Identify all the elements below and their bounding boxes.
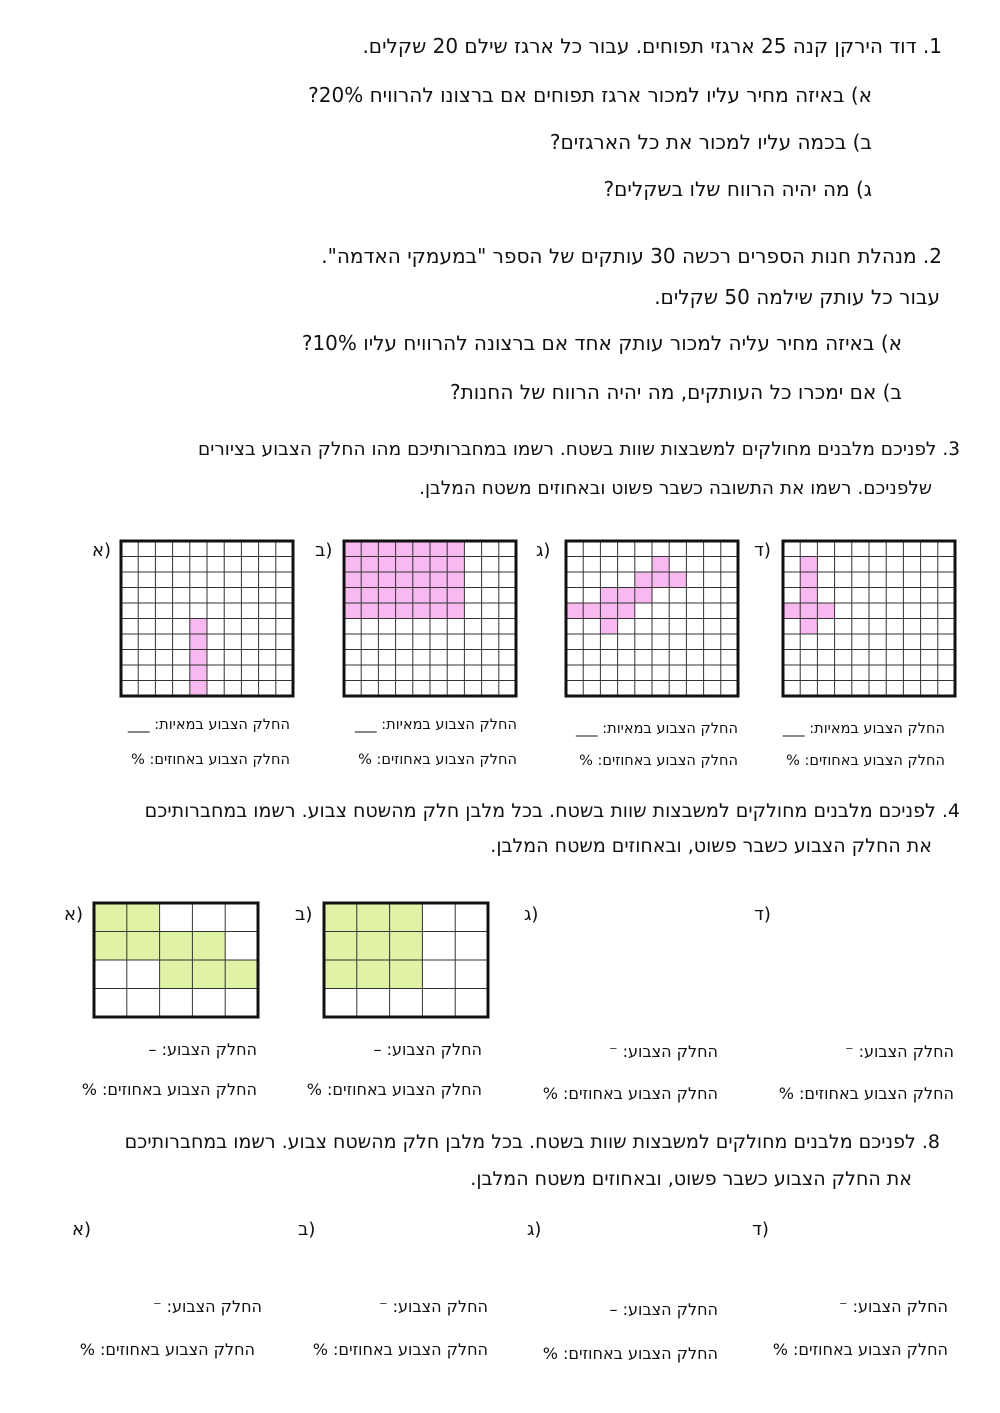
shaded-cell <box>413 603 430 619</box>
q4-c-caption-percent: החלק הצבוע באחוזים: % <box>542 1084 718 1103</box>
shaded-cell <box>190 650 207 666</box>
shaded-cell <box>600 619 617 635</box>
shaded-cell <box>344 541 361 557</box>
shaded-cell <box>800 603 817 619</box>
q1-part-b: ב) בכמה עליו למכור את כל הארגזים? <box>549 130 872 154</box>
shaded-cell <box>800 572 817 588</box>
shaded-cell <box>225 960 258 989</box>
q4-b-caption-percent: החלק הצבוע באחוזים: % <box>306 1080 482 1099</box>
shaded-cell <box>447 572 464 588</box>
shaded-cell <box>618 603 635 619</box>
shaded-cell <box>396 557 413 573</box>
shaded-cell <box>357 903 390 932</box>
shaded-cell <box>378 572 395 588</box>
q4-label-b: ב) <box>295 904 313 925</box>
q3-grid-d <box>783 541 955 696</box>
shaded-cell <box>190 634 207 650</box>
shaded-cell <box>94 932 127 961</box>
shaded-cell <box>447 603 464 619</box>
shaded-cell <box>566 603 583 619</box>
q3-line2: שלפניכם. רשמו את התשובה כשבר פשוט ובאחוזים משטח המלבן. <box>419 478 932 499</box>
shaded-cell <box>94 903 127 932</box>
q8-c-caption-percent: החלק הצבוע באחוזים: % <box>542 1344 718 1363</box>
q3-label-b: ב) <box>315 540 333 561</box>
q4-line1: 4. לפניכם מלבנים מחולקים למשבצות שוות בשטח. בכל מלבן חלק מהשטח צבוע. רשמו במחברותיכם <box>144 800 960 822</box>
shaded-cell <box>190 619 207 635</box>
q3-grid-b <box>344 541 516 696</box>
shaded-cell <box>396 588 413 604</box>
shaded-cell <box>344 603 361 619</box>
shaded-cell <box>357 960 390 989</box>
q4-a-caption-percent: החלק הצבוע באחוזים: % <box>81 1080 257 1099</box>
shaded-cell <box>430 572 447 588</box>
shaded-cell <box>324 960 357 989</box>
q4-d-caption-percent: החלק הצבוע באחוזים: % <box>778 1084 954 1103</box>
shaded-cell <box>160 960 193 989</box>
shaded-cell <box>652 572 669 588</box>
q3-a-caption-percent: החלק הצבוע באחוזים: % <box>131 752 290 768</box>
shaded-cell <box>430 541 447 557</box>
shaded-cell <box>361 572 378 588</box>
q4-label-a: א) <box>64 904 84 925</box>
q8-line2: את החלק הצבוע כשבר פשוט, ובאחוזים משטח המלבן. <box>470 1168 912 1190</box>
shaded-cell <box>192 960 225 989</box>
shaded-cell <box>600 588 617 604</box>
shaded-cell <box>635 572 652 588</box>
shaded-cell <box>344 557 361 573</box>
q4-c-caption-frac: החלק הצבוע: ⁻ <box>609 1042 718 1061</box>
shaded-cell <box>378 557 395 573</box>
shaded-cell <box>344 588 361 604</box>
shaded-cell <box>357 932 390 961</box>
shaded-cell <box>447 541 464 557</box>
q1-part-c: ג) מה יהיה הרווח שלו בשקלים? <box>603 177 872 201</box>
shaded-cell <box>127 932 160 961</box>
shaded-cell <box>430 557 447 573</box>
q4-label-c: ג) <box>524 904 539 925</box>
q3-label-d: ד) <box>754 540 771 561</box>
shaded-cell <box>324 932 357 961</box>
q8-label-d: ד) <box>752 1219 769 1240</box>
shaded-cell <box>800 619 817 635</box>
shaded-cell <box>583 603 600 619</box>
q4-d-caption-frac: החלק הצבוע: ⁻ <box>845 1042 954 1061</box>
q4-label-d: ד) <box>754 904 771 925</box>
shaded-cell <box>160 932 193 961</box>
q3-line1: 3. לפניכם מלבנים מחולקים למשבצות שוות בשטח. רשמו במחברותיכם מהו החלק הצבוע בציורים <box>197 439 960 460</box>
shaded-cell <box>669 572 686 588</box>
q3-c-caption-hundredths: החלק הצבוע במאיות: ___ <box>575 721 738 737</box>
q3-b-caption-hundredths: החלק הצבוע במאיות: ___ <box>354 717 517 733</box>
shaded-cell <box>361 588 378 604</box>
shaded-cell <box>190 665 207 681</box>
shaded-cell <box>800 588 817 604</box>
q2-part-a: א) באיזה מחיר עליה למכור עותק אחד אם ברצונה להרוויח עליו 10%? <box>301 331 902 355</box>
shaded-cell <box>413 588 430 604</box>
q8-d-caption-percent: החלק הצבוע באחוזים: % <box>772 1340 948 1359</box>
shaded-cell <box>361 557 378 573</box>
shaded-cell <box>783 603 800 619</box>
shaded-cell <box>190 681 207 697</box>
shaded-cell <box>396 541 413 557</box>
q4-grid-b <box>324 903 488 1017</box>
q8-a-caption-percent: החלק הצבוע באחוזים: % <box>79 1340 255 1359</box>
shaded-cell <box>127 903 160 932</box>
q3-grid-c <box>566 541 738 696</box>
q3-label-c: ג) <box>536 540 551 561</box>
shaded-cell <box>396 603 413 619</box>
shaded-cell <box>324 903 357 932</box>
shaded-cell <box>378 541 395 557</box>
shaded-cell <box>344 572 361 588</box>
shaded-cell <box>390 903 423 932</box>
shaded-cell <box>413 557 430 573</box>
shaded-cell <box>361 603 378 619</box>
shaded-cell <box>390 932 423 961</box>
q4-line2: את החלק הצבוע כשבר פשוט, ובאחוזים משטח המלבן. <box>490 835 932 857</box>
shaded-cell <box>413 572 430 588</box>
q2-title: 2. מנהלת חנות הספרים רכשה 30 עותקים של הספר "במעמקי האדמה". <box>321 244 942 268</box>
q3-c-caption-percent: החלק הצבוע באחוזים: % <box>579 753 738 769</box>
q8-line1: 8. לפניכם מלבנים מחולקים למשבצות שוות בשטח. בכל מלבן חלק מהשטח צבוע. רשמו במחברותיכם <box>124 1131 940 1153</box>
shaded-cell <box>390 960 423 989</box>
shaded-cell <box>378 588 395 604</box>
q1-title: 1. דוד הירקן קנה 25 ארגזי תפוחים. עבור כל ארגז שילם 20 שקלים. <box>362 34 942 58</box>
q8-label-b: ב) <box>298 1219 316 1240</box>
shaded-cell <box>378 603 395 619</box>
q1-part-a: א) באיזה מחיר עליו למכור ארגז תפוחים אם ברצונו להרוויח 20%? <box>308 83 872 107</box>
shaded-cell <box>635 588 652 604</box>
q3-label-a: א) <box>92 540 112 561</box>
shaded-cell <box>800 557 817 573</box>
q3-b-caption-percent: החלק הצבוע באחוזים: % <box>358 752 517 768</box>
shaded-cell <box>447 588 464 604</box>
shaded-cell <box>192 932 225 961</box>
shaded-cell <box>413 541 430 557</box>
q3-d-caption-hundredths: החלק הצבוע במאיות: ___ <box>782 721 945 737</box>
shaded-cell <box>361 541 378 557</box>
q8-b-caption-frac: החלק הצבוע: ⁻ <box>379 1297 488 1316</box>
shaded-cell <box>447 557 464 573</box>
shaded-cell <box>396 572 413 588</box>
q8-b-caption-percent: החלק הצבוע באחוזים: % <box>312 1340 488 1359</box>
q3-a-caption-hundredths: החלק הצבוע במאיות: ___ <box>127 717 290 733</box>
shaded-cell <box>817 603 834 619</box>
shaded-cell <box>430 588 447 604</box>
q3-grid-a <box>121 541 293 696</box>
q8-a-caption-frac: החלק הצבוע: ⁻ <box>153 1297 262 1316</box>
q4-b-caption-part: החלק הצבוע: – <box>373 1040 482 1059</box>
q4-grid-a <box>94 903 258 1017</box>
q2-line2: עבור כל עותק שילמה 50 שקלים. <box>654 285 940 309</box>
q4-a-caption-part: החלק הצבוע: – <box>148 1040 257 1059</box>
shaded-cell <box>600 603 617 619</box>
q2-part-b: ב) אם ימכרו כל העותקים, מה יהיה הרווח של החנות? <box>450 380 902 404</box>
q8-c-caption-part: החלק הצבוע: – <box>609 1300 718 1319</box>
shaded-cell <box>430 603 447 619</box>
q3-d-caption-percent: החלק הצבוע באחוזים: % <box>786 753 945 769</box>
q8-label-c: ג) <box>527 1219 542 1240</box>
q8-label-a: א) <box>72 1219 92 1240</box>
shaded-cell <box>618 588 635 604</box>
shaded-cell <box>652 557 669 573</box>
q8-d-caption-frac: החלק הצבוע: ⁻ <box>839 1297 948 1316</box>
